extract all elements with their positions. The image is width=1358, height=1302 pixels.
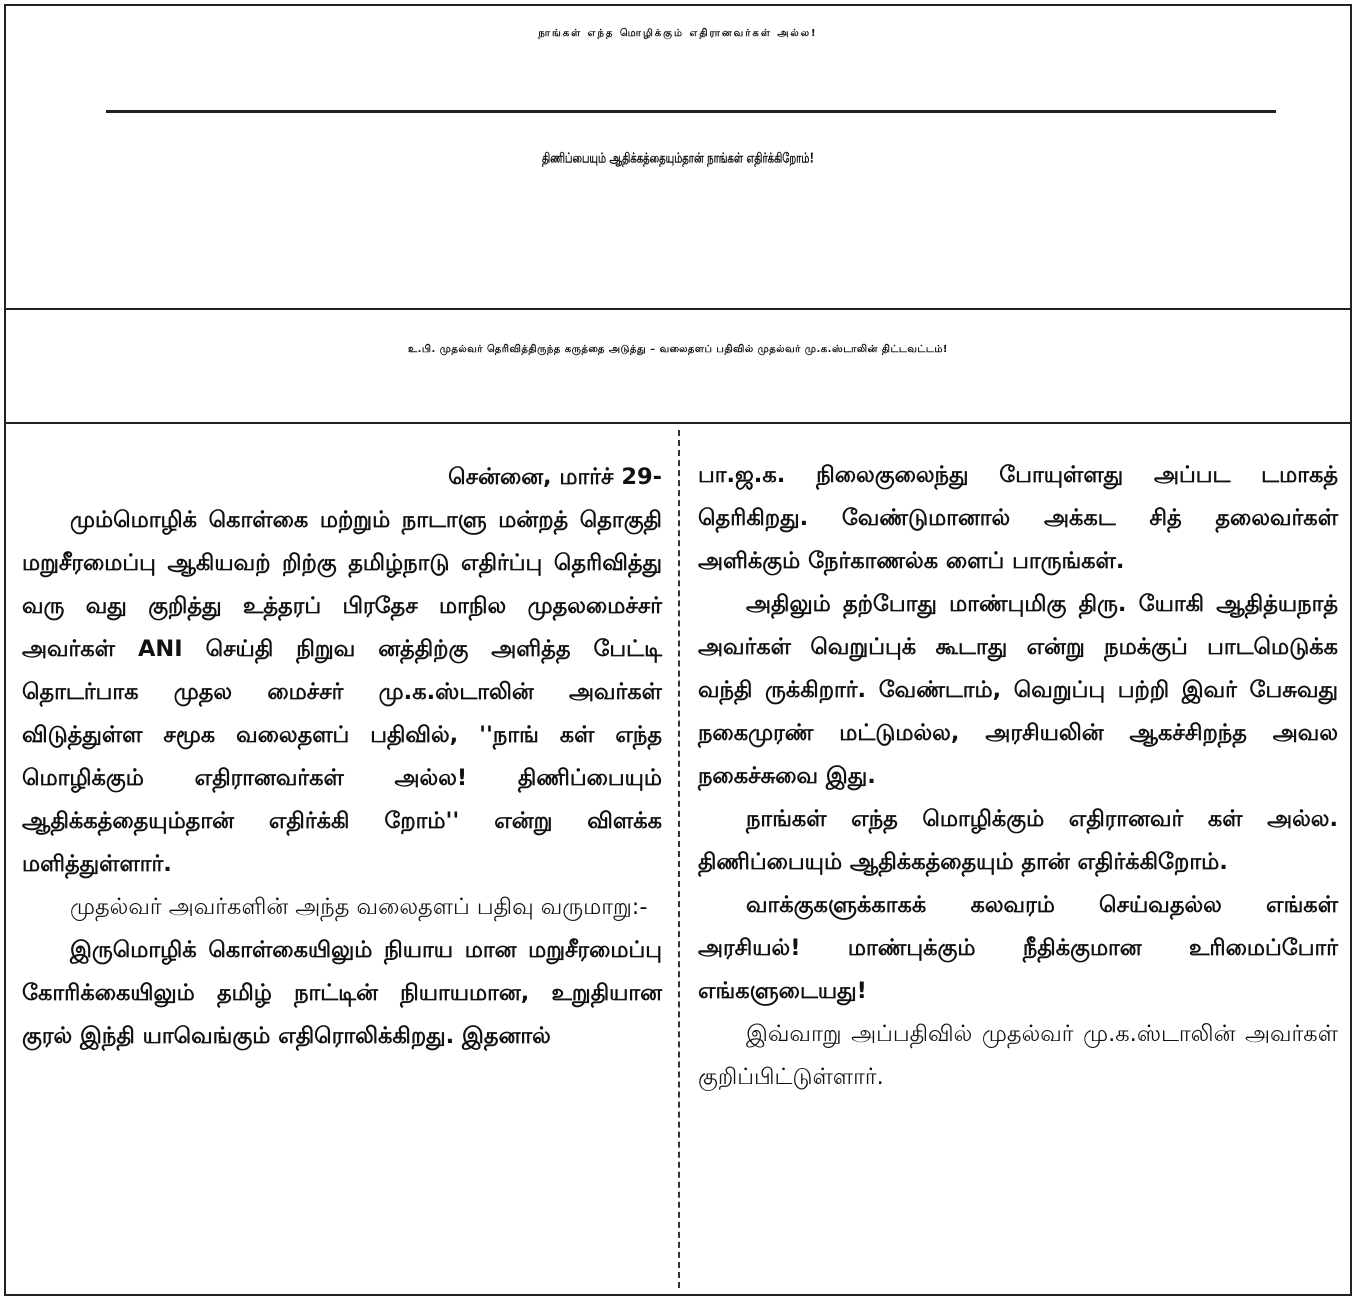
- paragraph: இவ்வாறு அப்பதிவில் முதல்வர் மு.க.ஸ்டாலின் அவர்கள் குறிப்பிட்டுள்ளார்.: [698, 1021, 1338, 1090]
- paragraph: பா.ஜ.க. நிலைகுலைந்து போயுள்ளது அப்பட டமாகத் தெரிகிறது. வேண்டுமானால் அக்கட சித் தலைவர்கள் அளிக்கும் நேர்காணல்க ளைப் பாருங்கள்.: [698, 462, 1338, 574]
- kicker-headline: நாங்கள் எந்த மொழிக்கும் எதிரானவர்கள் அல்ல!: [538, 28, 818, 39]
- paragraph: நாங்கள் எந்த மொழிக்கும் எதிரானவர் கள் அல்ல. திணிப்பையும் ஆதிக்கத்தையும் தான் எதிர்க்கிறோம்.: [698, 806, 1338, 875]
- main-headline: திணிப்பையும் ஆதிக்கத்தையும்தான் நாங்கள் எதிர்க்கிறோம்!: [541, 151, 815, 167]
- headline-block: [6, 6, 1350, 310]
- subhead-block: [6, 308, 1350, 424]
- paragraph: முதல்வர் அவர்களின் அந்த வலைதளப் பதிவு வருமாறு:-: [70, 894, 648, 920]
- paragraph: வாக்குகளுக்காகக் கலவரம் செய்வதல்ல எங்கள் அரசியல்! மாண்புக்கும் நீதிக்குமான உரிமைப்போர் எங்களுடையது!: [698, 892, 1338, 1004]
- paragraph: மும்மொழிக் கொள்கை மற்றும் நாடாளு மன்றத் தொகுதி மறுசீரமைப்பு ஆகியவற் றிற்கு தமிழ்நாடு எதிர்ப்பு தெரிவித்து வரு வது குறித்து உத்தரப் பிரதேச மாநில முதலமைச்சர் அவர்கள் ANI செய்தி நிறுவ னத்திற்கு அளித்த பேட்டி தொடர்பாக முதல மைச்சர் மு.க.ஸ்டாலின் அவர்கள் விடுத்துள்ள சமூக வலைதளப் பதிவில், ''நாங் கள் எந்த மொழிக்கும் எதிரானவர்கள் அல்ல! திணிப்பையும் ஆதிக்கத்தையும்தான் எதிர்க்கி றோம்'' என்று விளக்க மளித்துள்ளார்.: [22, 507, 662, 877]
- right-column: [698, 454, 1338, 1099]
- dateline: சென்னை, மார்ச் 29-: [448, 464, 662, 490]
- left-column: [22, 456, 662, 1058]
- paragraph: இருமொழிக் கொள்கையிலும் நியாய மான மறுசீரமைப்பு கோரிக்கையிலும் தமிழ் நாட்டின் நியாயமான, உறுதியான குரல் இந்தி யாவெங்கும் எதிரொலிக்கிறது. இதனால்: [22, 937, 662, 1049]
- subheadline: உ.பி. முதல்வர் தெரிவித்திருந்த கருத்தை அடுத்து – வலைதளப் பதிவில் முதல்வர் மு.க.ஸ்டாலின் திட்டவட்டம்!: [408, 344, 948, 355]
- news-clipping: [4, 4, 1352, 1296]
- article-body: [6, 422, 1350, 1294]
- column-divider: [678, 430, 680, 1288]
- paragraph: அதிலும் தற்போது மாண்புமிகு திரு. யோகி ஆதித்யநாத் அவர்கள் வெறுப்புக் கூடாது என்று நமக்குப் பாடமெடுக்க வந்தி ருக்கிறார். வேண்டாம், வெறுப்பு பற்றி இவர் பேசுவது நகைமுரண் மட்டுமல்ல, அரசியலின் ஆகச்சிறந்த அவல நகைச்சுவை இது.: [698, 591, 1338, 789]
- headline-rule: [106, 110, 1276, 113]
